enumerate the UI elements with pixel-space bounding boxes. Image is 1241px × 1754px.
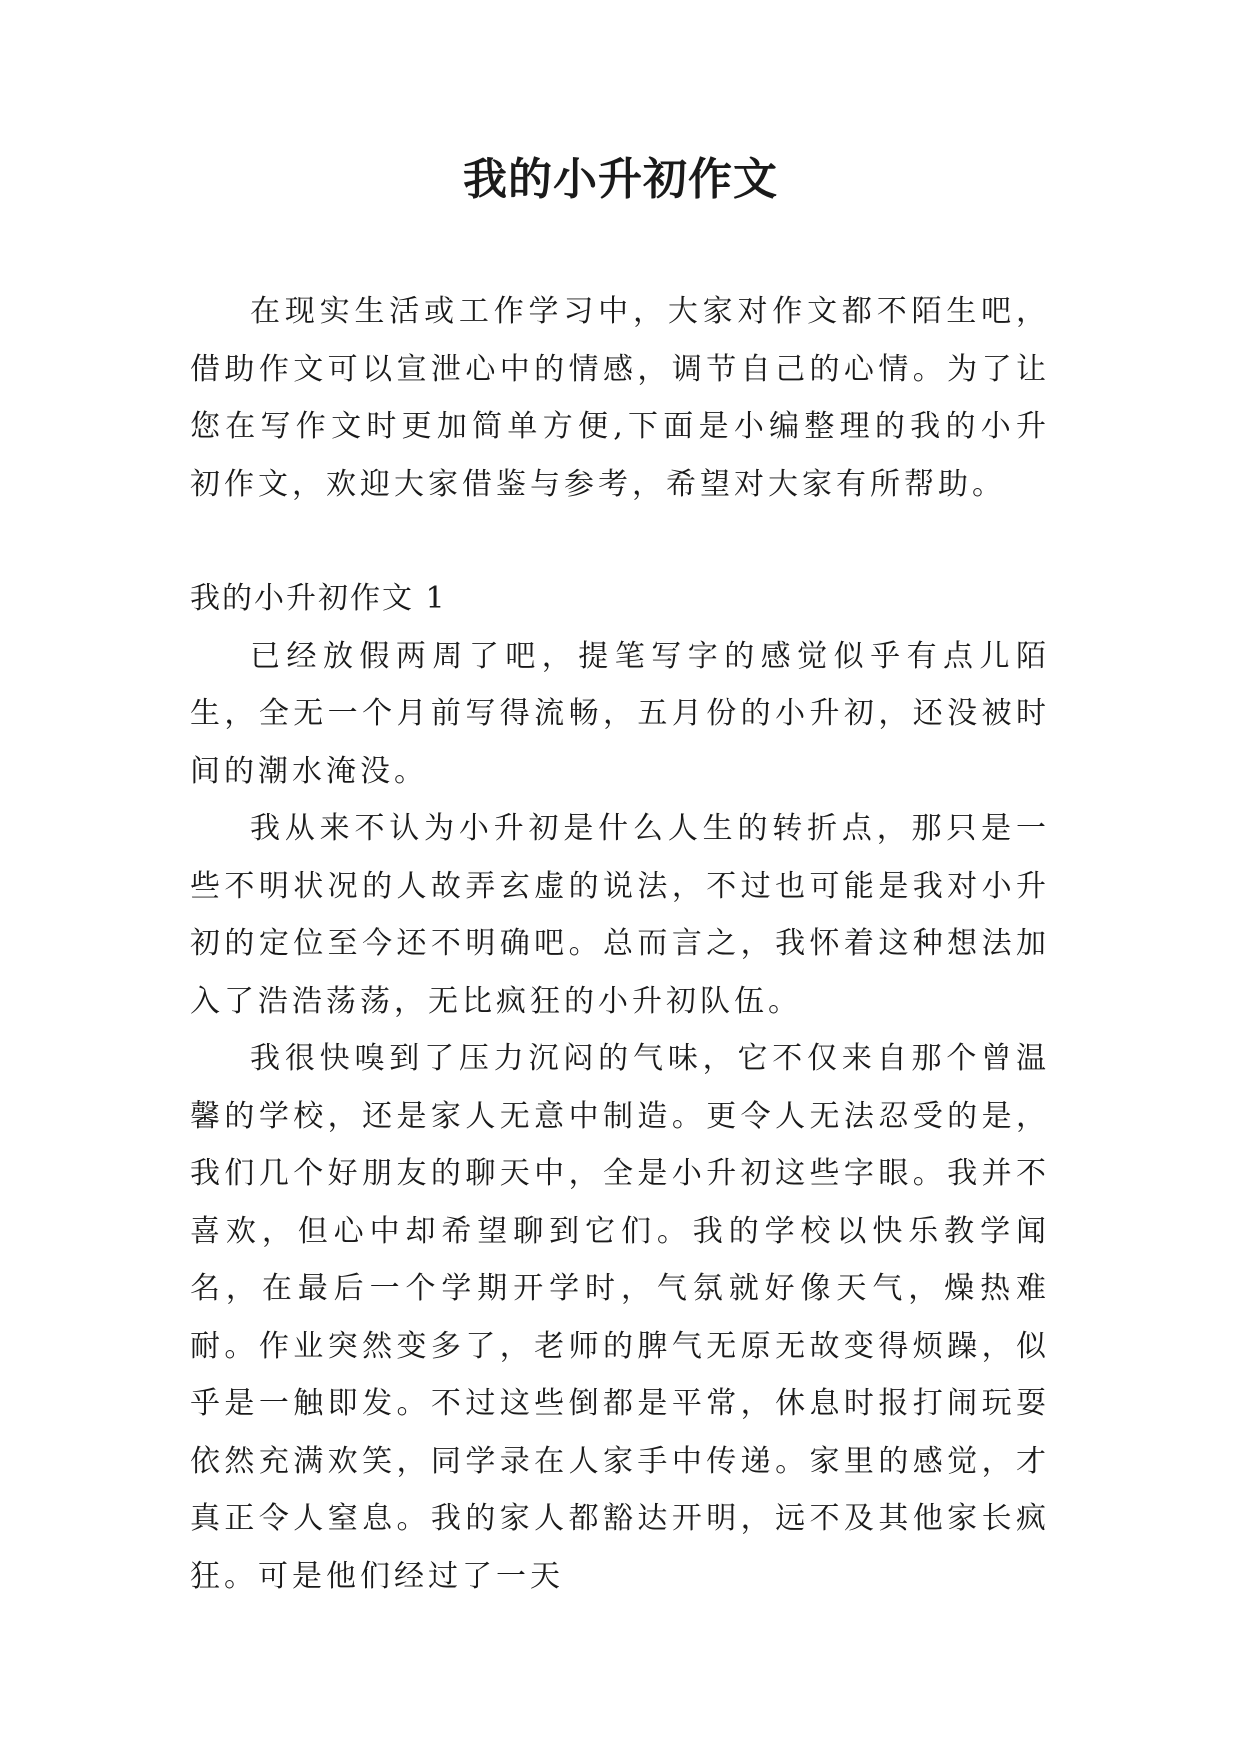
intro-paragraph: 在现实生活或工作学习中，大家对作文都不陌生吧，借助作文可以宣泄心中的情感，调节自己的心情。为了让您在写作文时更加简单方便,下面是小编整理的我的小升初作文，欢迎大家借鉴与参考，希望对大家有所帮助。 [190, 294, 1050, 502]
page-title: 我的小升初作文 [463, 154, 778, 205]
document-body [190, 283, 1050, 1605]
section-heading: 我的小升初作文 1 [190, 581, 447, 616]
body-paragraph: 我很快嗅到了压力沉闷的气味，它不仅来自那个曾温馨的学校，还是家人无意中制造。更令人无法忍受的是，我们几个好朋友的聊天中，全是小升初这些字眼。我并不喜欢，但心中却希望聊到它们。我的学校以快乐教学闻名，在最后一个学期开学时，气氛就好像天气，燥热难耐。作业突然变多了，老师的脾气无原无故变得烦躁，似乎是一触即发。不过这些倒都是平常，休息时报打闹玩耍依然充满欢笑，同学录在人家手中传递。家里的感觉，才真正令人窒息。我的家人都豁达开明，远不及其他家长疯狂。可是他们经过了一天 [190, 1041, 1050, 1594]
body-paragraph: 我从来不认为小升初是什么人生的转折点，那只是一些不明状况的人故弄玄虚的说法，不过也可能是我对小升初的定位至今还不明确吧。总而言之，我怀着这种想法加入了浩浩荡荡，无比疯狂的小升初队伍。 [190, 811, 1050, 1019]
body-paragraph: 已经放假两周了吧，提笔写字的感觉似乎有点儿陌生，全无一个月前写得流畅，五月份的小升初，还没被时间的潮水淹没。 [190, 638, 1050, 789]
